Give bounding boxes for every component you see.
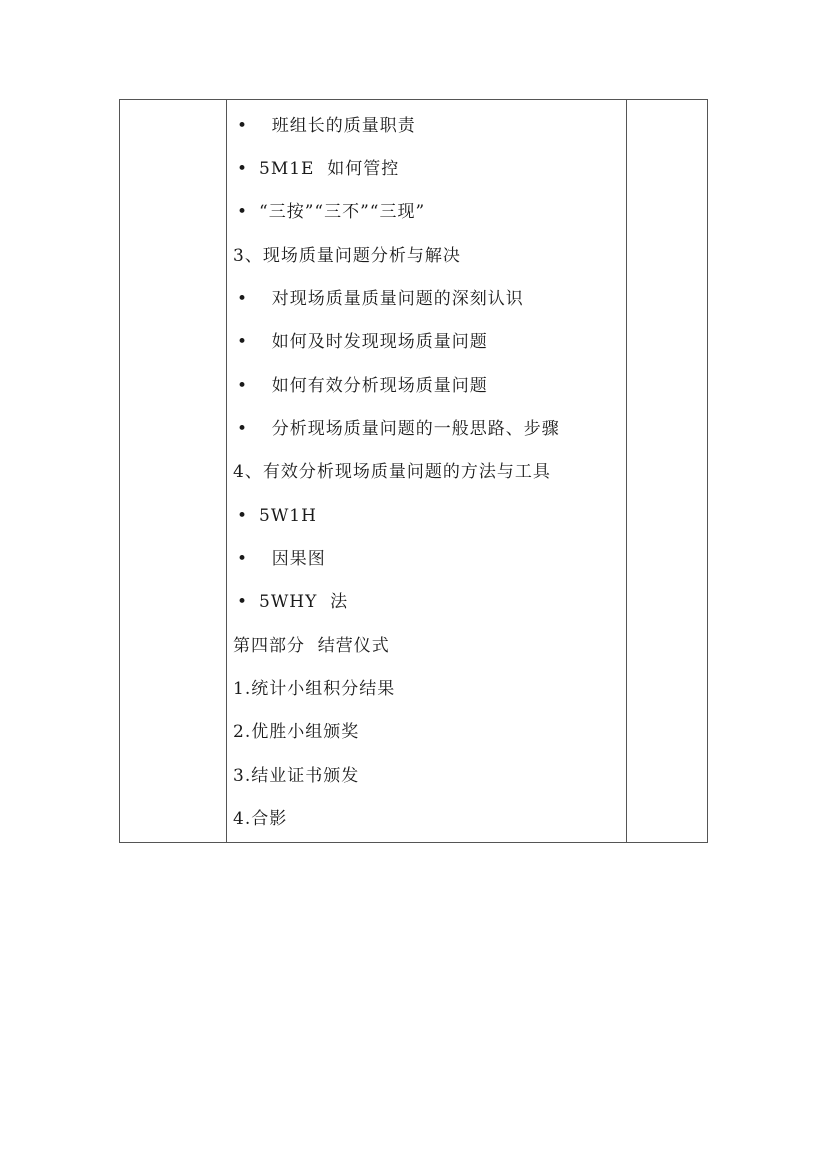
bullet-icon: • [237, 549, 249, 569]
bullet-icon: • [237, 202, 249, 222]
list-item: • 5M1E 如何管控 [227, 156, 399, 182]
bullet-icon: • [237, 116, 249, 136]
list-item: 1.统计小组积分结果 [233, 679, 396, 699]
list-item: 4.合影 [233, 809, 288, 829]
list-item: • 5WHY 法 [227, 589, 348, 615]
bullet-icon: • [237, 376, 249, 396]
list-item: 2.优胜小组颁奖 [233, 722, 360, 742]
list-item: • 对现场质量质量问题的深刻认识 [227, 286, 524, 312]
section-heading: 3、现场质量问题分析与解决 [233, 246, 461, 266]
table-content-cell [227, 100, 627, 842]
list-item: • 如何及时发现现场质量问题 [227, 329, 488, 355]
list-item: • 如何有效分析现场质量问题 [227, 373, 488, 399]
list-item: 3.结业证书颁发 [233, 766, 360, 786]
list-item: • 分析现场质量问题的一般思路、步骤 [227, 416, 560, 442]
bullet-icon: • [237, 419, 249, 439]
bullet-icon: • [237, 159, 249, 179]
list-item: • 因果图 [227, 546, 326, 572]
list-item: • 5W1H [227, 503, 317, 529]
section-heading: 第四部分 结营仪式 [233, 636, 390, 656]
table-right-cell [627, 100, 707, 842]
bullet-icon: • [237, 592, 249, 612]
list-item: • “三按”“三不”“三现” [227, 199, 425, 225]
content-table [119, 99, 708, 843]
table-left-cell [120, 100, 227, 842]
bullet-icon: • [237, 332, 249, 352]
bullet-icon: • [237, 289, 249, 309]
list-item: • 班组长的质量职责 [227, 113, 416, 139]
bullet-icon: • [237, 506, 249, 526]
section-heading: 4、有效分析现场质量问题的方法与工具 [233, 462, 551, 482]
